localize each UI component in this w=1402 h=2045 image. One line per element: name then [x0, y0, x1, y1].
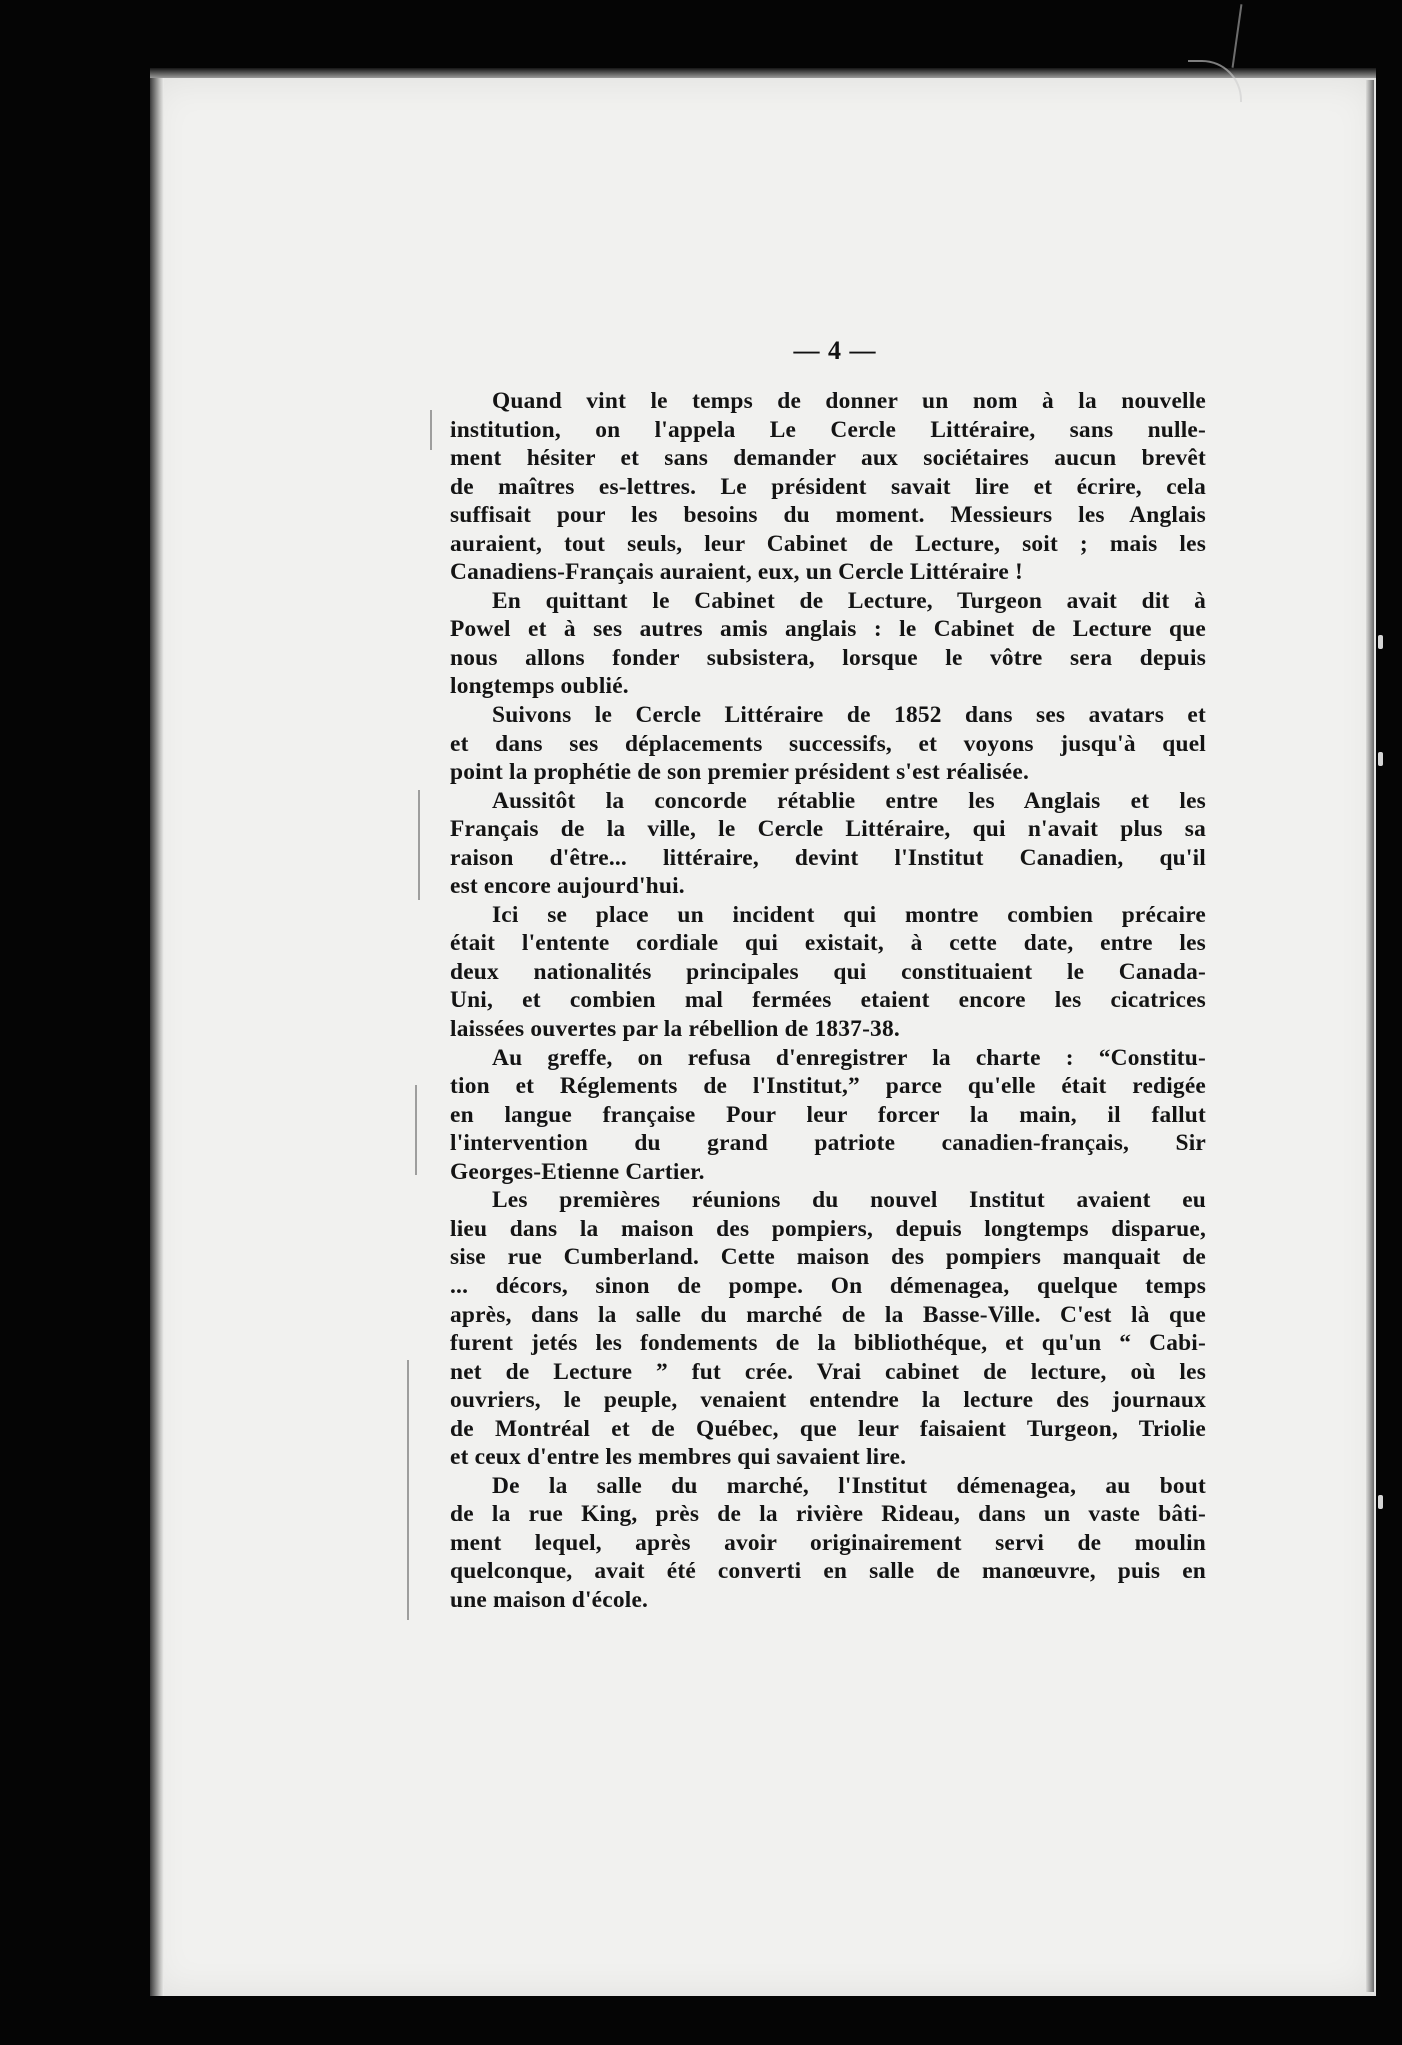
- text-line: Powel et à ses autres amis anglais : le Cabinet de Lecture que: [450, 616, 1206, 643]
- text-line: deux nationalités principales qui constituaient le Canada-: [450, 958, 1206, 985]
- text-line: furent jetés les fondements de la bibliothéque, et qu'un “ Cabi-: [450, 1330, 1206, 1357]
- text-line: point la prophétie de son premier président s'est réalisée.: [450, 759, 1029, 786]
- text-line: de Montréal et de Québec, que leur faisaient Turgeon, Triolie: [450, 1415, 1206, 1442]
- page-left-edge: [150, 78, 164, 1996]
- edge-tick: [1378, 752, 1383, 766]
- text-line: sise rue Cumberland. Cette maison des pompiers manquait de: [450, 1244, 1206, 1271]
- text-line: en langue française Pour leur forcer la main, il fallut: [450, 1101, 1206, 1128]
- text-line: Quand vint le temps de donner un nom à la nouvelle: [492, 388, 1206, 414]
- text-line: Ici se place un incident qui montre combien précaire: [492, 901, 1206, 928]
- text-line: était l'entente cordiale qui existait, à cette date, entre les: [450, 930, 1206, 957]
- text-line: suffisait pour les besoins du moment. Messieurs les Anglais: [450, 502, 1206, 529]
- text-line: net de Lecture ” fut crée. Vrai cabinet de lecture, où les: [450, 1358, 1206, 1385]
- text-line: Canadiens-Français auraient, eux, un Cercle Littéraire !: [450, 559, 1023, 586]
- text-line: longtemps oublié.: [450, 673, 629, 700]
- text-line: Suivons le Cercle Littéraire de 1852 dans ses avatars et: [492, 702, 1206, 729]
- margin-mark: [407, 1360, 409, 1620]
- text-line: institution, on l'appela Le Cercle Littéraire, sans nulle-: [450, 416, 1206, 443]
- text-line: après, dans la salle du marché de la Basse-Ville. C'est là que: [450, 1301, 1206, 1328]
- text-line: quelconque, avait été converti en salle de manœuvre, puis en: [450, 1558, 1206, 1585]
- text-line: En quittant le Cabinet de Lecture, Turgeon avait dit à: [492, 587, 1206, 614]
- text-line: Uni, et combien mal fermées etaient encore les cicatrices: [450, 987, 1206, 1014]
- text-line: laissées ouvertes par la rébellion de 1837-38.: [450, 1016, 900, 1043]
- text-line: raison d'être... littéraire, devint l'Institut Canadien, qu'il: [450, 844, 1206, 871]
- text-line: de la rue King, près de la rivière Rideau, dans un vaste bâti-: [450, 1501, 1206, 1528]
- text-line: tion et Réglements de l'Institut,” parce qu'elle était redigée: [450, 1073, 1206, 1100]
- text-line: Les premières réunions du nouvel Institut avaient eu: [492, 1187, 1206, 1214]
- text-line: auraient, tout seuls, leur Cabinet de Lecture, soit ; mais les: [450, 530, 1206, 557]
- edge-tick: [1378, 1495, 1383, 1509]
- page-right-edge: [1366, 80, 1374, 1992]
- body-text: [450, 387, 1206, 1615]
- text-line: nous allons fonder subsistera, lorsque le vôtre sera depuis: [450, 644, 1206, 671]
- page-number: — 4 —: [793, 336, 877, 365]
- text-line: Au greffe, on refusa d'enregistrer la charte : “Constitu-: [492, 1044, 1206, 1071]
- edge-tick: [1378, 635, 1383, 649]
- margin-mark: [415, 1085, 417, 1175]
- text-line: et ceux d'entre les membres qui savaient lire.: [450, 1444, 907, 1471]
- margin-mark: [418, 790, 420, 900]
- text-line: ... décors, sinon de pompe. On démenagea, quelque temps: [450, 1272, 1206, 1299]
- text-line: ment lequel, après avoir originairement servi de moulin: [450, 1529, 1206, 1556]
- text-line: et dans ses déplacements successifs, et voyons jusqu'à quel: [450, 730, 1206, 757]
- text-line: De la salle du marché, l'Institut démenagea, au bout: [492, 1472, 1206, 1499]
- text-line: Français de la ville, le Cercle Littéraire, qui n'avait plus sa: [450, 816, 1206, 843]
- text-line: Georges-Etienne Cartier.: [450, 1158, 705, 1185]
- text-line: Aussitôt la concorde rétablie entre les Anglais et les: [492, 787, 1206, 814]
- text-line: ment hésiter et sans demander aux sociétaires aucun brevêt: [450, 445, 1206, 472]
- text-line: l'intervention du grand patriote canadien-français, Sir: [450, 1130, 1206, 1157]
- text-line: est encore aujourd'hui.: [450, 873, 685, 900]
- text-line: lieu dans la maison des pompiers, depuis longtemps disparue,: [450, 1215, 1206, 1242]
- text-line: une maison d'école.: [450, 1586, 649, 1613]
- text-line: de maîtres es-lettres. Le président savait lire et écrire, cela: [450, 473, 1206, 500]
- text-line: ouvriers, le peuple, venaient entendre la lecture des journaux: [450, 1387, 1206, 1414]
- margin-mark: [430, 410, 432, 450]
